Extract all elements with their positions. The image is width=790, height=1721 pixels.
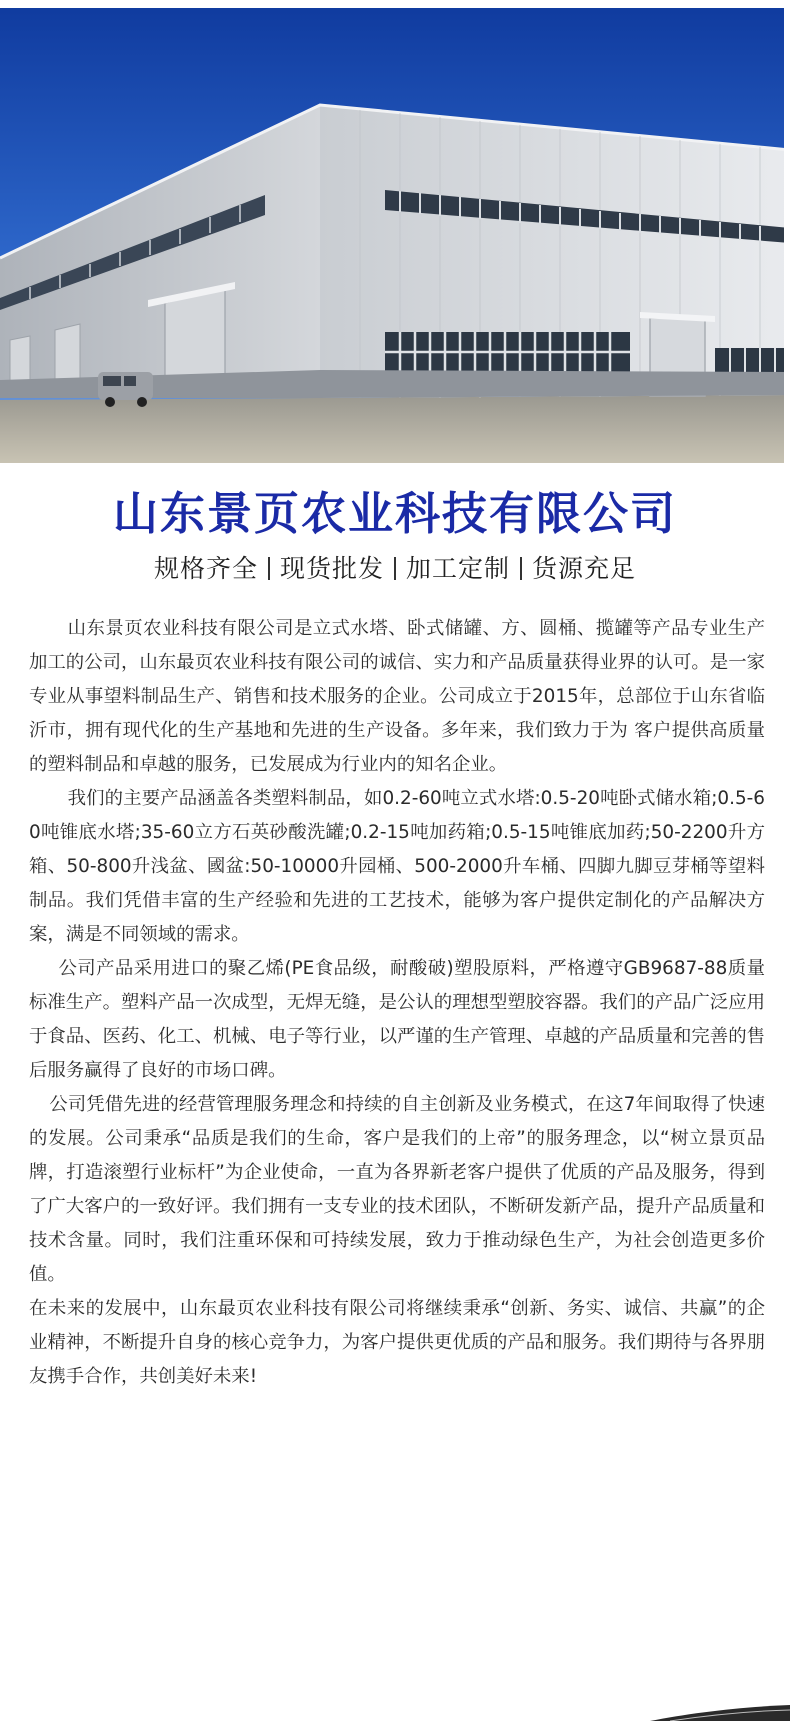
- future-paragraph: 在未来的发展中，山东最页农业科技有限公司将继续秉承“创新、务实、诚信、共赢”的企业精神，不断提升自身的核心竞争力，为客户提供更优质的产品和服务。我们期待与各界朋友携手合作，共创美好未来!: [29, 1298, 765, 1387]
- products-paragraph: 我们的主要产品涵盖各类塑料制品，如0.2-60吨立式水塔:0.5-20吨卧式储水箱;0.5-60吨锥底水塔;35-60立方石英砂酸洗罐;0.2-15吨加药箱;0.5-15吨锥底加药;50-2200升方箱、50-800升浅盆、國盆:50-10000升园桶、500-2000升车桶、四脚九脚豆芽桶等望料制品。我们凭借丰富的生产经验和先进的工艺技术，能够为客户提供定制化的产品解决方案，满是不同领域的需求。: [29, 788, 765, 945]
- corner-decoration: [610, 1701, 790, 1721]
- hero-image: [0, 0, 790, 463]
- tagline: [0, 551, 790, 587]
- tagline-item: 规格齐全: [153, 554, 258, 583]
- tagline-item: 加工定制: [406, 554, 511, 583]
- philosophy-paragraph: 公司凭借先进的经营管理服务理念和持续的自主创新及业务模式，在这7年间取得了快速的发展。公司秉承“品质是我们的生命，客户是我们的上帝”的服务理念，以“树立景页品牌，打造滚塑行业标杆”为企业使命，一直为各界新老客户提供了优质的产品及服务，得到了广大客户的一致好评。我们拥有一支专业的技术团队，不断研发新产品，提升产品质量和技术含量。同时，我们注重环保和可持续发展，致力于推动绿色生产，为社会创造更多价值。: [29, 1094, 765, 1285]
- tagline-separator: [268, 557, 270, 580]
- company-introduction: [29, 612, 765, 1394]
- materials-paragraph: 公司产品采用进口的聚乙烯(PE食品级，耐酸破)塑股原料，严格遵守GB9687-88质量标准生产。塑料产品一次成型，无焊无缝，是公认的理想型塑胶容器。我们的产品广泛应用于食品、医药、化工、机械、电子等行业，以严谨的生产管理、卓越的产品质量和完善的售后服务赢得了良好的市场口碑。: [29, 958, 765, 1081]
- tagline-item: 货源充足: [532, 554, 637, 583]
- tagline-item: 现货批发: [279, 554, 384, 583]
- intro-paragraph: 山东景页农业科技有限公司是立式水塔、卧式储罐、方、圆桶、揽罐等产品专业生产加工的公司，山东最页农业科技有限公司的诚信、实力和产品质量获得业界的认可。是一家专业从事望料制品生产、销售和技术服务的企业。公司成立于2015年，总部位于山东省临沂市，拥有现代化的生产基地和先进的生产设备。多年来，我们致力于为 客户提供高质量的塑料制品和卓越的服务，已发展成为行业内的知名企业。: [29, 618, 765, 775]
- company-title: 山东景页农业科技有限公司: [112, 487, 677, 540]
- tagline-separator: [520, 557, 522, 580]
- tagline-separator: [394, 557, 396, 580]
